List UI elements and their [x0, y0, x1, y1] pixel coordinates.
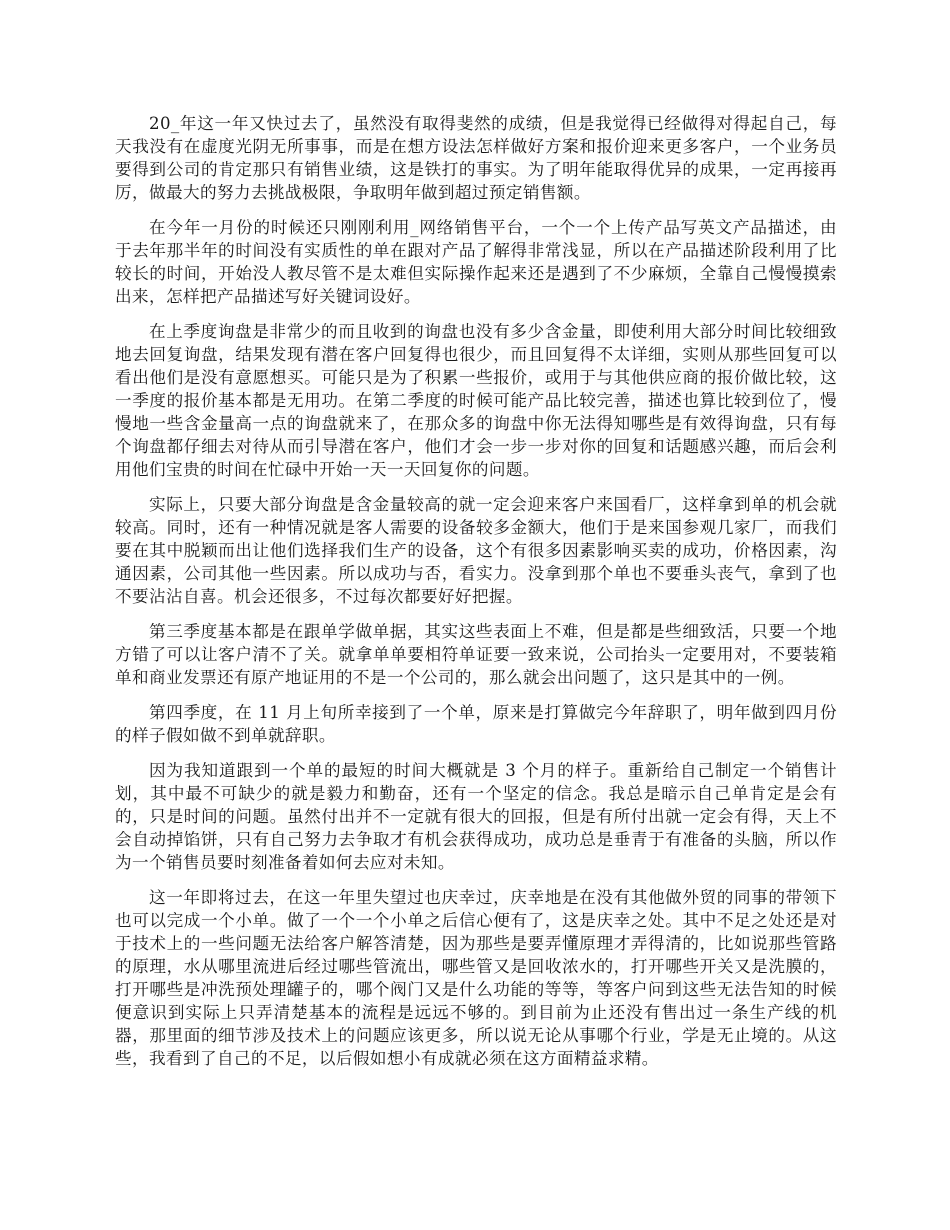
- paragraph-1: 20_年这一年又快过去了，虽然没有取得斐然的成绩，但是我觉得已经做得对得起自己，每天我没有在虚度光阴无所事事，而是在想方设法怎样做好方案和报价迎来更多客户，一个业务员要得到公司的肯定那只有销售业绩，这是铁打的事实。为了明年能取得优异的成果，一定再接再厉，做最大的努力去挑战极限，争取明年做到超过预定销售额。: [115, 114, 837, 202]
- document-body: [115, 112, 837, 1082]
- paragraph-6: 第四季度，在 11 月上旬所幸接到了一个单，原来是打算做完今年辞职了，明年做到四月份的样子假如做不到单就辞职。: [115, 703, 837, 745]
- paragraph-8: 这一年即将过去，在这一年里失望过也庆幸过，庆幸地是在没有其他做外贸的同事的带领下也可以完成一个小单。做了一个一个小单之后信心便有了，这是庆幸之处。其中不足之处还是对于技术上的一些问题无法给客户解答清楚，因为那些是要弄懂原理才弄得清的，比如说那些管路的原理，水从哪里流进后经过哪些管流出，哪些管又是回收浓水的，打开哪些开关又是洗膜的，打开哪些是冲洗预处理罐子的，哪个阀门又是什么功能的等等，等客户问到这些无法告知的时候便意识到实际上只弄清楚基本的流程是远远不够的。到目前为止还没有售出过一条生产线的机器，那里面的细节涉及技术上的问题应该更多，所以说无论从事哪个行业，学是无止境的。从这些，我看到了自己的不足，以后假如想小有成就必须在这方面精益求精。: [115, 888, 837, 1068]
- paragraph-5: 第三季度基本都是在跟单学做单据，其实这些表面上不难，但是都是些细致活，只要一个地方错了可以让客户清不了关。就拿单单要相符单证要一致来说，公司抬头一定要用对，不要装箱单和商业发票还有原产地证用的不是一个公司的，那么就会出问题了，这只是其中的一例。: [115, 622, 837, 687]
- paragraph-7: 因为我知道跟到一个单的最短的时间大概就是 3 个月的样子。重新给自己制定一个销售计划，其中最不可缺少的就是毅力和勤奋，还有一个坚定的信念。我总是暗示自己单肯定是会有的，只是时间的问题。虽然付出并不一定就有很大的回报，但是有所付出就一定会有得，天上不会自动掉馅饼，只有自己努力去争取才有机会获得成功，成功总是垂青于有准备的头脑，所以作为一个销售员要时刻准备着如何去应对未知。: [115, 761, 837, 872]
- paragraph-4: 实际上，只要大部分询盘是含金量较高的就一定会迎来客户来国看厂，这样拿到单的机会就较高。同时，还有一种情况就是客人需要的设备较多金额大，他们于是来国参观几家厂，而我们要在其中脱颖而出让他们选择我们生产的设备，这个有很多因素影响买卖的成功，价格因素，沟通因素，公司其他一些因素。所以成功与否，看实力。没拿到那个单也不要垂头丧气，拿到了也不要沾沾自喜。机会还很多，不过每次都要好好把握。: [115, 495, 837, 606]
- paragraph-3: 在上季度询盘是非常少的而且收到的询盘也没有多少含金量，即使利用大部分时间比较细致地去回复询盘，结果发现有潜在客户回复得也很少，而且回复得不太详细，实则从那些回复可以看出他们是没有意愿想买。可能只是为了积累一些报价，或用于与其他供应商的报价做比较，这一季度的报价基本都是无用功。在第二季度的时候可能产品比较完善，描述也算比较到位了，慢慢地一些含金量高一点的询盘就来了，在那众多的询盘中你无法得知哪些是有效得询盘，只有每个询盘都仔细去对待从而引导潜在客户，他们才会一步一步对你的回复和话题感兴趣，而后会利用他们宝贵的时间在忙碌中开始一天一天回复你的问题。: [115, 322, 837, 479]
- paragraph-2: 在今年一月份的时候还只刚刚利用_网络销售平台，一个一个上传产品写英文产品描述，由于去年那半年的时间没有实质性的单在跟对产品了解得非常浅显，所以在产品描述阶段利用了比较长的时间，开始没人教尽管不是太难但实际操作起来还是遇到了不少麻烦，全靠自己慢慢摸索出来，怎样把产品描述写好关键词设好。: [115, 218, 837, 306]
